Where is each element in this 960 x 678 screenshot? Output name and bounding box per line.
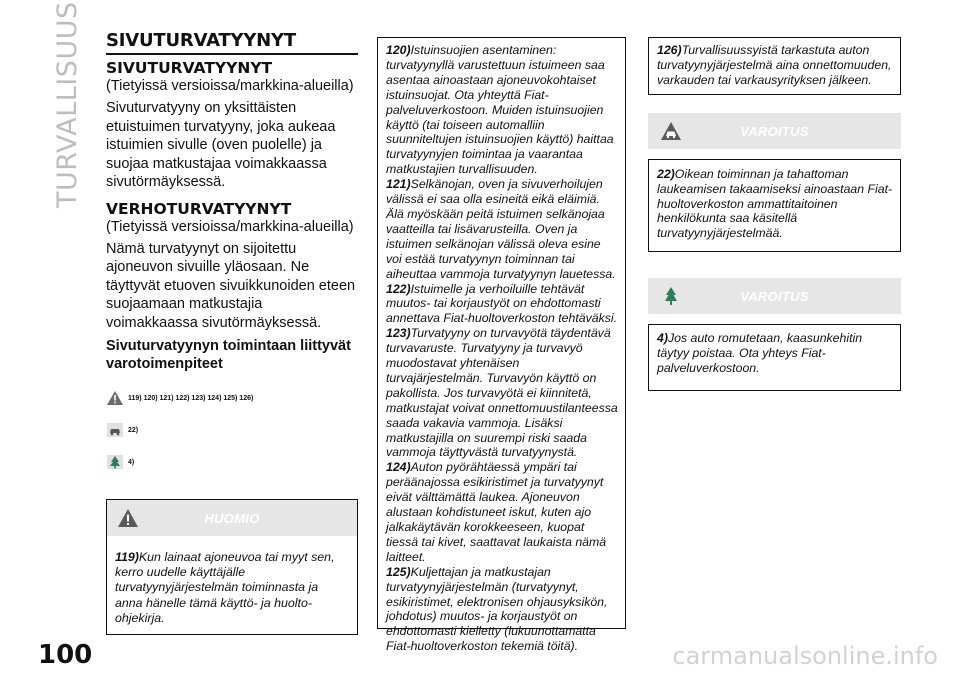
column-1 [106, 30, 358, 635]
watermark: carmanualsonline.info [672, 642, 938, 670]
note-item: 122)Istuimelle ja verhoiluille tehtävät muutos- tai korjaustyöt on ehdottomasti annettava Fiat-huoltoverkoston tehtäväksi. [386, 281, 618, 326]
huomio-box [106, 499, 358, 635]
note-item: 121)Selkänojan, oven ja sivuverhoilujen välissä ei saa olla esineitä eikä eläimiä. Älä myöskään peitä istuimen selkänojaa vaatteilla tai lisävarusteilla. Oven ja istuimen selkänojan välissä oleva esine voi estää turvatyynyn toiminnan tai aiheuttaa vammoja turvatyynyn lauetessa. [386, 177, 616, 281]
curtain-airbags-note: (Tietyissä versioissa/markkina-alueilla) [106, 218, 354, 235]
environment-tree-icon [106, 454, 124, 470]
varoitus-label-2: VAROITUS [740, 289, 809, 305]
varoitus-header-2 [648, 278, 901, 314]
page-number: 100 [38, 640, 93, 670]
column-3 [648, 37, 901, 391]
section-title: SIVUTURVATYYNYT [106, 30, 358, 55]
varoitus-body-2: 4)Jos auto romutetaan, kaasunkehitin täytyy poistaa. Ota yhteys Fiat-palveluverkostoon. [648, 324, 901, 391]
huomio-label: HUOMIO [204, 511, 260, 526]
huomio-body: 119)Kun lainaat ajoneuvoa tai myyt sen, kerro uudelle käyttäjälle turvatyynyjärjestelmän toiminnasta ja anna hänelle tämä käyttö- ja huolto-ohjekirja. [115, 550, 335, 625]
side-airbags-text: Sivuturvatyyny on yksittäisten etuistuimen turvatyyny, joka aukeaa istuimien sivulle (oven puolelle) ja suojaa matkustajaa voimakkaassa sivutörmäyksessä. [106, 100, 336, 190]
note-item: 124)Auton pyörähtäessä ympäri tai peräänajossa esikiristimet ja turvatyynyt eivät välttämättä laukea. Ajoneuvon alustaan kohdistuneet iskut, kuten ajo jalkakäytävän korokkeeseen, kuopat tiessä tai kivet, saattavat laukaista nämä laitteet. [386, 460, 607, 564]
side-airbags-heading: SIVUTURVATYYNYT [106, 59, 273, 77]
note-item: 125)Kuljettajan ja matkustajan turvatyynyjärjestelmän (turvatyynyt, esikiristimet, elektronisen ohjausyksikön, johdotus) muutos- ja korjaustyöt on ehdottomasti kielletty (lukuunottamatta Fiat-huoltoverkoston tekemiä töitä). [386, 564, 608, 654]
note-item: 120)Istuinsuojien asentaminen: turvatyynyllä varustettuun istuimeen saa asentaa ainoastaan ajoneuvokohtaiset istuinsuojat. Ota yhteyttä Fiat-palveluverkostoon. Muiden istuinsuojien käyttö (tai toiseen automalliin suunniteltujen istuinsuojien käyttö) haittaa turvatyynyjen toimintaa ja vaarantaa matkustajien turvallisuuden. [386, 43, 614, 177]
warning-triangle-icon [106, 390, 124, 406]
curtain-airbags-text: Nämä turvatyynyt on sijoitettu ajoneuvon sivuille yläosaan. Ne täyttyvät etuoven sivuikkunoiden eteen suojaamaan matkustajia voimakkaassa sivutörmäyksessä. [106, 240, 356, 331]
reference-row: 4) [106, 451, 358, 473]
curtain-airbags-heading: VERHOTURVATYYNYT [106, 199, 292, 218]
note-item-126: 126)Turvallisuussyistä tarkastuta auton turvatyynyjärjestelmä aina onnettomuuden, varkauden tai varkausyrityksen jälkeen. [648, 37, 901, 95]
car-warning-icon [106, 422, 124, 438]
reference-row: 119) 120) 121) 122) 123) 124) 125) 126) [106, 387, 358, 409]
reference-row: 22) [106, 419, 358, 441]
varoitus-body-1: 22)Oikean toiminnan ja tahattoman laukeamisen takaamiseksi ainoastaan Fiat-huoltoverkoston ammattitaitoinen henkilökunta saa käsitellä turvatyynyjärjestelmää. [648, 159, 901, 253]
side-section-title: TURVALLISUUS [52, 1, 83, 208]
note-item: 123)Turvatyyny on turvavyötä täydentävä turvavaruste. Turvatyyny ja turvavyö muodostavat yhtenäisen turvajärjestelmän. Turvavyön käyttö on pakollista. Jos turvavyötä ei kiinnitetä, matkustajat voivat onnettomuustilanteessa saada vakavia vammoja. Lisäksi matkustajilla on suurempi riski saada vammoja täyttyvästä turvatyynystä. [386, 326, 618, 460]
side-airbags-note: (Tietyissä versioissa/markkina-alueilla) [106, 78, 354, 94]
huomio-header [107, 500, 357, 536]
varoitus-header-1 [648, 113, 901, 149]
column-2-notes [377, 37, 626, 654]
varoitus-label-1: VAROITUS [740, 123, 809, 139]
precautions-heading: Sivuturvatyynyn toimintaan liittyvät varotoimenpiteet [106, 338, 351, 372]
